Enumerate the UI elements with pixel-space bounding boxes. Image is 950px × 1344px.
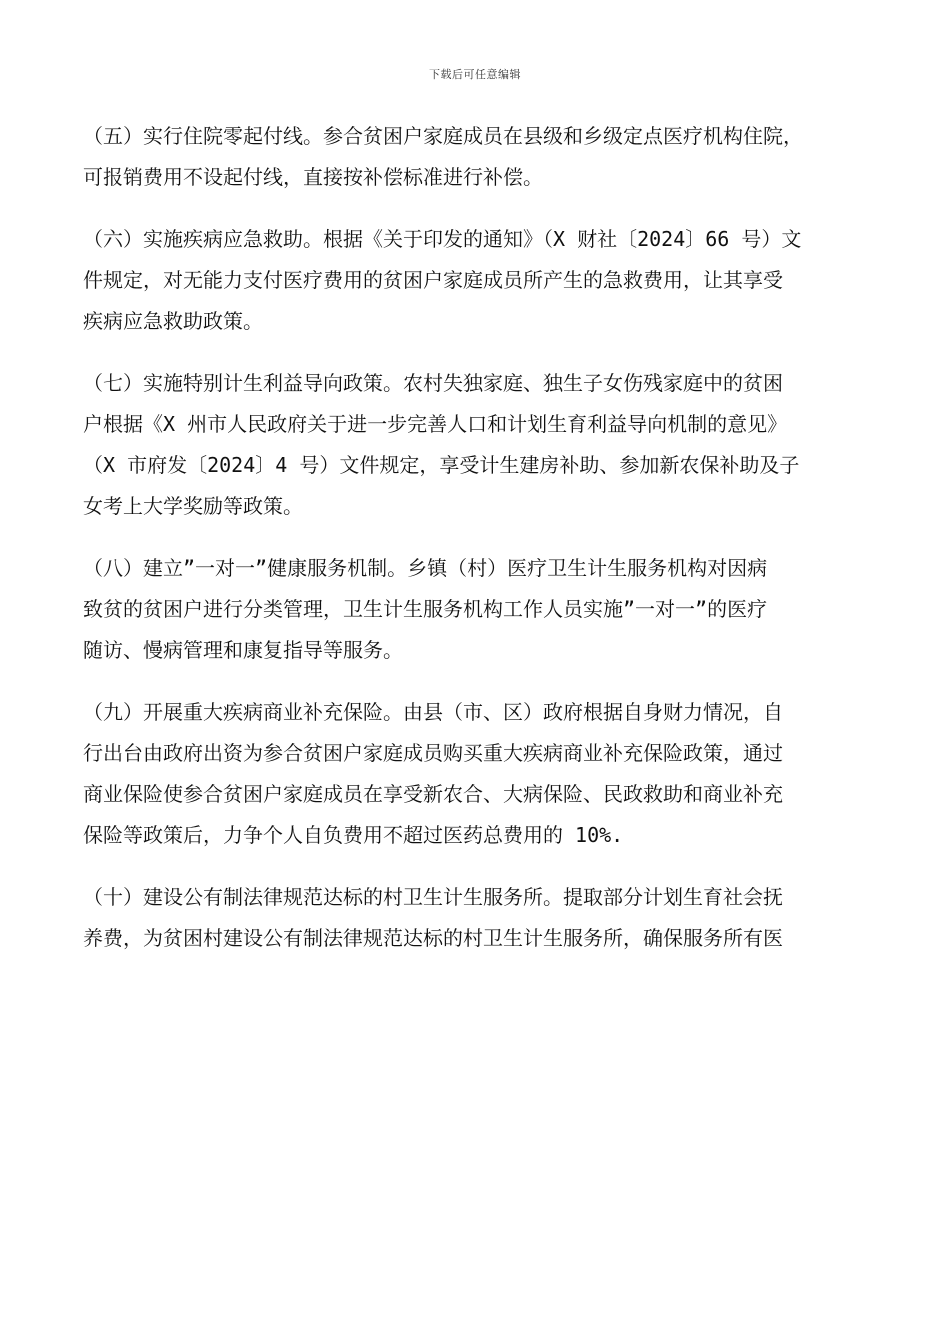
- paragraph-line: （十）建设公有制法律规范达标的村卫生计生服务所。提取部分计划生育社会抚: [83, 885, 783, 909]
- paragraph-line: 疾病应急救助政策。: [83, 309, 263, 333]
- paragraph-line: （X 市府发〔2024〕4 号）文件规定，享受计生建房补助、参加新农保补助及子: [83, 453, 800, 477]
- paragraph-line: （六）实施疾病应急救助。根据《关于印发的通知》（X 财社〔2024〕66 号）文: [83, 227, 802, 251]
- paragraph-line: （九）开展重大疾病商业补充保险。由县（市、区）政府根据自身财力情况，自: [83, 700, 783, 724]
- paragraph-9: [83, 692, 869, 856]
- paragraph-line: 商业保险使参合贫困户家庭成员在享受新农合、大病保险、民政救助和商业补充: [83, 782, 783, 806]
- paragraph-line: 行出台由政府出资为参合贫困户家庭成员购买重大疾病商业补充保险政策，通过: [83, 741, 783, 765]
- paragraph-line: 女考上大学奖励等政策。: [83, 494, 303, 518]
- paragraph-line: （五）实行住院零起付线。参合贫困户家庭成员在县级和乡级定点医疗机构住院，: [83, 124, 803, 148]
- document-body: [83, 116, 869, 959]
- paragraph-line: 随访、慢病管理和康复指导等服务。: [83, 638, 403, 662]
- paragraph-line: 户根据《X 州市人民政府关于进一步完善人口和计划生育利益导向机制的意见》: [83, 412, 788, 436]
- paragraph-line: 养费，为贫困村建设公有制法律规范达标的村卫生计生服务所，确保服务所有医: [83, 926, 783, 950]
- paragraph-5: [83, 116, 869, 198]
- paragraph-line: 件规定，对无能力支付医疗费用的贫困户家庭成员所产生的急救费用，让其享受: [83, 268, 783, 292]
- paragraph-8: [83, 548, 869, 671]
- paragraph-line: 可报销费用不设起付线，直接按补偿标准进行补偿。: [83, 165, 543, 189]
- paragraph-line: （七）实施特别计生利益导向政策。农村失独家庭、独生子女伤残家庭中的贫困: [83, 371, 783, 395]
- paragraph-6: [83, 219, 869, 342]
- paragraph-10: [83, 877, 869, 959]
- paragraph-7: [83, 363, 869, 527]
- paragraph-line: 致贫的贫困户进行分类管理，卫生计生服务机构工作人员实施”一对一”的医疗: [83, 597, 768, 621]
- paragraph-line: （八）建立”一对一”健康服务机制。乡镇（村）医疗卫生计生服务机构对因病: [83, 556, 768, 580]
- paragraph-line: 保险等政策后，力争个人自负费用不超过医药总费用的 10%.: [83, 823, 624, 847]
- download-note: 下载后可任意编辑: [429, 68, 521, 81]
